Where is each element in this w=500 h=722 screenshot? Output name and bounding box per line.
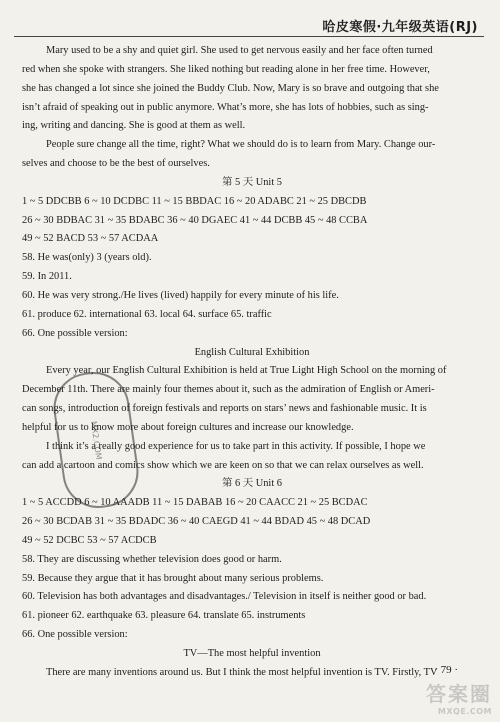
text-line: 66. One possible version: <box>22 327 128 339</box>
text-line: helpful for us to know more about foreign cultures and increase our knowledge. <box>22 421 354 433</box>
text-line: TV—The most helpful invention <box>183 648 321 659</box>
text-line: December 11th. There are mainly four themes about it, such as the admiration of English or Ameri- <box>22 384 435 396</box>
text-line: isn’t afraid of speaking out in public anymore. What’s more, she has lots of hobbies, such as sing- <box>22 101 429 113</box>
text-line: 1 ~ 5 DDCBB 6 ~ 10 DCDBC 11 ~ 15 BBDAC 16 ~ 20 ADABC 21 ~ 25 DBCDB <box>22 195 367 207</box>
text-line: 61. pioneer 62. earthquake 63. pleasure 64. translate 65. instruments <box>22 610 306 622</box>
text-line: 60. He was very strong./He lives (lived) happily for every minute of his life. <box>22 289 339 301</box>
header-divider <box>14 36 484 37</box>
watermark-url: MXQE.COM <box>437 707 492 716</box>
text-line: 26 ~ 30 BDBAC 31 ~ 35 BDABC 36 ~ 40 DGAEC 41 ~ 44 DCBB 45 ~ 48 CCBA <box>22 214 368 226</box>
watermark-text: 答案圈 <box>426 682 492 706</box>
text-line: 61. produce 62. international 63. local 64. surface 65. traffic <box>22 308 272 320</box>
text-line: 第 6 天 Unit 6 <box>221 478 283 490</box>
text-line: 58. They are discussing whether television does good or harm. <box>22 553 282 565</box>
text-line: 58. He was(only) 3 (years old). <box>22 252 152 264</box>
text-line: she has changed a lot since she joined the Buddy Club. Now, Mary is so brave and outgoing that she <box>22 82 439 94</box>
text-line: red when she spoke with strangers. She liked nothing but reading alone in her free time. However, <box>22 63 430 75</box>
text-line: 第 5 天 Unit 5 <box>221 176 283 188</box>
text-line: 26 ~ 30 BCDAB 31 ~ 35 BDADC 36 ~ 40 CAEGD 41 ~ 44 BDAD 45 ~ 48 DCAD <box>22 516 371 528</box>
text-line: Mary used to be a shy and quiet girl. She used to get nervous easily and her face often turned <box>46 45 433 56</box>
page-number: · 79 · <box>434 664 458 676</box>
text-line: can add a cartoon and comics show which we are keen on so that we can relax ourselves as well. <box>22 459 424 471</box>
text-line: selves and choose to be the best of ourselves. <box>22 158 210 170</box>
text-line: 1 ~ 5 ACCDD 6 ~ 10 AAADB 11 ~ 15 DABAB 16 ~ 20 CAACC 21 ~ 25 BCDAC <box>22 497 368 509</box>
text-line: 49 ~ 52 DCBC 53 ~ 57 ACDCB <box>22 534 157 546</box>
text-line: 60. Television has both advantages and disadvantages./ Television in itself is neither good or bad. <box>22 591 427 603</box>
text-line: English Cultural Exhibition <box>194 346 310 358</box>
text-line: 59. In 2011. <box>22 271 72 283</box>
watermark-logo <box>426 678 492 716</box>
page-content <box>22 42 482 683</box>
text-line: can songs, introduction of foreign festivals and reports on stars’ news and fashionable music. It is <box>22 403 427 415</box>
text-line: ing, writing and dancing. She is good at them as well. <box>22 120 246 132</box>
text-line: 66. One possible version: <box>22 629 128 641</box>
text-line: Every year, our English Cultural Exhibition is held at True Light High School on the morning of <box>46 365 447 377</box>
seal-stamp: MX2.COM <box>49 367 143 512</box>
book-header-title: 哈皮寒假·九年级英语(RJ) <box>322 20 478 35</box>
text-line: People sure change all the time, right? What we should do is to learn from Mary. Change our- <box>46 139 436 151</box>
text-line: There are many inventions around us. But I think the most helpful invention is TV. Firstly, TV <box>46 666 438 678</box>
text-line: I think it’s a really good experience for us to take part in this activity. If possible, I hope we <box>46 440 426 452</box>
text-line: 49 ~ 52 BACD 53 ~ 57 ACDAA <box>22 233 159 245</box>
text-line: 59. Because they argue that it has brought about many serious problems. <box>22 572 324 584</box>
